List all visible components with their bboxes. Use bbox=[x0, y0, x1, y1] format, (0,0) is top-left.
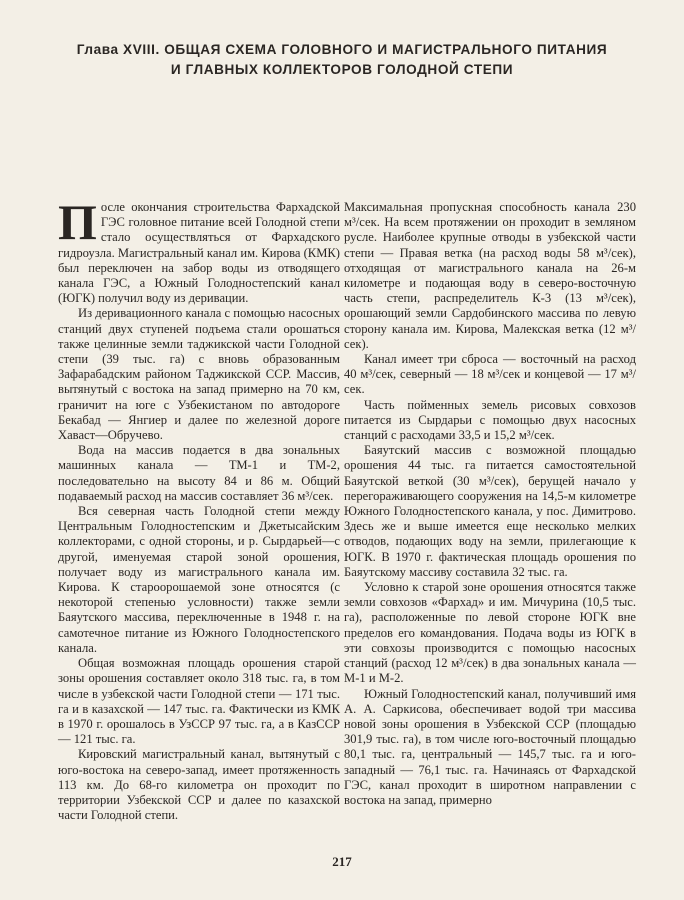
paragraph: Условно к старой зоне орошения относятся также земли совхозов «Фархад» и им. Мичурина (10,5 тыс. га), расположенные по левой стороне ЮГК вне пределов его командования. Подача воды из ЮГК в эти совхозы производится с помощью насосных станций (расход 12 м³/сек) в два зональных канала — М-1 и М-2. bbox=[344, 580, 636, 686]
chapter-heading-line-2: И ГЛАВНЫХ КОЛЛЕКТОРОВ ГОЛОДНОЙ СТЕПИ bbox=[170, 62, 514, 77]
left-column bbox=[58, 194, 340, 823]
paragraph: Южный Голодностепский канал, получивший имя А. А. Саркисова, обеспечивает водой три массива новой зоны орошения в Узбекской ССР (площадью 301,9 тыс. га), в том числе юго-восточный площадью 80,1 тыс. га, центральный — 145,7 тыс. га и юго-западный — 76,1 тыс. га. Начинаясь от Фархадской ГЭС, канал проходит в широтном направлении с востока на запад, примерно bbox=[344, 686, 636, 807]
paragraph: Часть пойменных земель рисовых совхозов питается из Сырдарьи с помощью двух насосных станций с расходами 33,5 и 15,2 м³/сек. bbox=[344, 397, 636, 443]
chapter-heading bbox=[40, 40, 644, 80]
paragraph: Вода на массив подается в два зональных машинных канала — ТМ-1 и ТМ-2, последовательно на высоту 84 и 86 м. Общий подаваемый расход на массив составляет 36 м³/сек. bbox=[58, 443, 340, 503]
paragraph: Кировский магистральный канал, вытянутый с юго-востока на северо-запад, имеет протяженность 113 км. До 68-го километра он проходит по территории Узбекской ССР и далее по казахской части Голодной степи. bbox=[58, 747, 340, 823]
right-column bbox=[344, 200, 636, 808]
drop-cap: П bbox=[58, 194, 97, 250]
paragraph: Из деривационного канала с помощью насосных станций двух ступеней подъема стали орошаться также целинные земли таджикской части Голодной степи (39 тыс. га) с вновь образованным Зафарабадским районом Таджикской ССР. Массив, вытянутый с востока на запад примерно на 70 км, граничит на юге с Узбекистаном по автодороге Бекабад — Янгиер и далее по железной дороге Хаваст—Обручево. bbox=[58, 306, 340, 443]
paragraph-text: осле окончания строительства Фархадской ГЭС головное питание всей Голодной степи стало осуществляться от Фархадского гидроузла. Магистральный канал им. Кирова (КМК) был переключен на забор воды из отводящего канала ГЭС, а Южный Голодностепский канал (ЮГК) получил воду из деривации. bbox=[58, 200, 340, 306]
paragraph: Баяутский массив с возможной площадью орошения 44 тыс. га питается самостоятельной Баяутской веткой (30 м³/сек), берущей начало у перегораживающего сооружения на 14,5-м километре Южного Голодностепского канала, у пос. Димитрово. Здесь же и выше имеется еще несколько мелких отводов, подающих воду на земли, прилегающие к ЮГК. В 1970 г. фактическая площадь орошения по Баяутскому массиву составила 32 тыс. га. bbox=[344, 443, 636, 579]
paragraph: Канал имеет три сброса — восточный на расход 40 м³/сек, северный — 18 м³/сек и концевой — 17 м³/сек. bbox=[344, 352, 636, 397]
paragraph: Максимальная пропускная способность канала 230 м³/сек. На всем протяжении он проходит в земляном русле. Наиболее крупные отводы в узбекской части степи — Правая ветка (на расход воды 58 м³/сек), отходящая от магистрального канала на 26-м километре и подающая воду в северо-восточную часть степи, распределитель К-3 (13 м³/сек), орошающий земли Сардобинского массива по левую сторону канала им. Кирова, Малекская ветка (12 м³/сек). bbox=[344, 200, 636, 351]
page-number: 217 bbox=[332, 854, 352, 869]
paragraph: Вся северная часть Голодной степи между Центральным Голодностепским и Джетысайским коллекторами, с одной стороны, и р. Сырдарьей—с другой, именуемая старой зоной орошения, получает воду из магистрального канала им. Кирова. К староорошаемой зоне относятся (с некоторой степенью условности) также земли Баяутского массива, переключенные в 1948 г. на самотечное питание из Южного Голодностепского канала. bbox=[58, 504, 340, 655]
paragraph bbox=[58, 194, 340, 306]
paragraph: Общая возможная площадь орошения старой зоны орошения составляет около 318 тыс. га, в том числе в узбекской части Голодной степи — 171 тыс. га и в казахской — 147 тыс. га. Фактически из КМК в 1970 г. орошалось в УзССР 97 тыс. га, а в КазССР — 121 тыс. га. bbox=[58, 656, 340, 747]
chapter-heading-line-1: Глава XVIII. ОБЩАЯ СХЕМА ГОЛОВНОГО И МАГИСТРАЛЬНОГО ПИТАНИЯ bbox=[76, 42, 608, 57]
